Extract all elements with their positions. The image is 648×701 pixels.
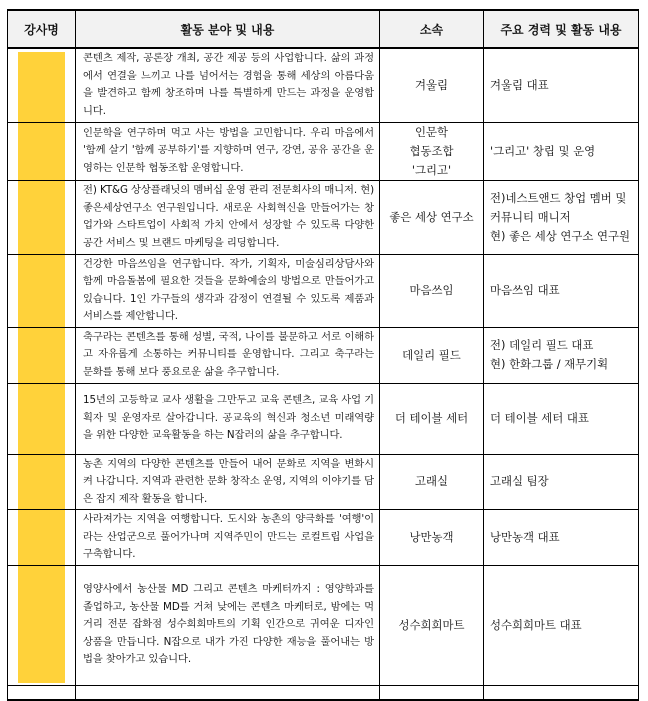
- table-row: [8, 383, 639, 454]
- name-redaction-highlight: [18, 181, 65, 254]
- affiliation-line: '그리고': [411, 162, 452, 177]
- name-redaction-highlight: [18, 123, 65, 180]
- career-line: 현) 한화그룹 / 재무기획: [490, 357, 609, 371]
- name-redaction-highlight: [18, 510, 65, 565]
- activity-description: 사라져가는 지역을 여행합니다. 도시와 농촌의 양극화를 '여행'이라는 산업군으로 풀어가나며 지역주민이 만드는 로컬트립 사업을 구축합니다.: [76, 510, 380, 566]
- affiliation-line: 인문학: [414, 124, 448, 139]
- career-line: 더 테이블 세터 대표: [490, 411, 589, 425]
- career-cell: [484, 180, 639, 254]
- instructor-name-cell: [8, 122, 76, 180]
- table-row: [8, 454, 639, 510]
- table-row: [8, 327, 639, 383]
- affiliation-cell: [380, 180, 484, 254]
- instructor-name-cell: [8, 565, 76, 685]
- affiliation-line: 좋은 세상 연구소: [389, 209, 474, 224]
- header-affiliation: 소속: [380, 10, 484, 48]
- affiliation-cell: [380, 510, 484, 566]
- name-redaction-highlight: [18, 52, 65, 122]
- instructor-name-cell: [8, 510, 76, 566]
- activity-description: 전) KT&G 상상플래닛의 멤버십 운영 관리 전문회사의 매니저. 현) 좋은세상연구소 연구원입니다. 새로운 사회혁신을 만들어가는 창업가와 스타트업이 사회적 가치 안에서 성장할 수 있도록 다양한 공간 서비스 및 브랜드 마케팅을 리딩합니다.: [76, 180, 380, 254]
- affiliation-line: 더 테이블 세터: [394, 411, 469, 425]
- activity-description: 농촌 지역의 다양한 콘텐츠를 만들어 내어 문화로 지역을 변화시켜 나갑니다. 지역과 관련한 문화 창작소 운영, 지역의 이야기를 담은 잡지 제작 활동을 합니다.: [76, 454, 380, 510]
- affiliation-line: 협동조합: [409, 143, 454, 158]
- affiliation-cell: [380, 48, 484, 122]
- career-cell: [484, 454, 639, 510]
- career-cell: [484, 565, 639, 685]
- career-line: 고래실 팀장: [490, 474, 549, 489]
- header-instructor: 강사명: [8, 10, 76, 48]
- instructor-name-cell: [8, 180, 76, 254]
- name-redaction-highlight: [18, 328, 65, 383]
- instructor-name-cell: [8, 254, 76, 327]
- career-cell: [484, 48, 639, 122]
- affiliation-cell: [380, 327, 484, 383]
- table-row: [8, 565, 639, 685]
- career-line: 마음쓰임 대표: [490, 283, 560, 297]
- header-activity: 활동 분야 및 내용: [76, 10, 380, 48]
- affiliation-line: 겨울림: [414, 77, 448, 92]
- table-row: [8, 510, 639, 566]
- career-line: 성수희희마트 대표: [490, 617, 582, 632]
- affiliation-cell: [380, 122, 484, 180]
- name-redaction-highlight: [18, 455, 65, 510]
- activity-description: 인문학을 연구하며 먹고 사는 방법을 고민합니다. 우리 마음에서 '함께 살기 '함께 공부하기'를 지향하며 연구, 강연, 공유 공간을 운영하는 인문학 협동조합 운영합니다.: [76, 122, 380, 180]
- instructor-name-cell: [8, 327, 76, 383]
- affiliation-line: 데일리 필드: [402, 347, 461, 362]
- career-line: 전) 데일리 필드 대표: [490, 338, 594, 352]
- career-line: 현) 좋은 세상 연구소 연구원: [490, 228, 630, 243]
- career-cell: [484, 254, 639, 327]
- instructor-table: [7, 9, 639, 701]
- instructor-name-cell: [8, 383, 76, 454]
- affiliation-line: 고래실: [414, 474, 448, 489]
- table-row: [8, 180, 639, 254]
- career-line: 전)네스트앤드 창업 멤버 및 커뮤니티 매니저: [490, 190, 627, 224]
- name-redaction-highlight: [18, 384, 65, 454]
- activity-description: 영양사에서 농산물 MD 그리고 콘텐츠 마케터까지 : 영양학과를 졸업하고, 농산물 MD를 거쳐 낮에는 콘텐츠 마케터로, 밤에는 먹거리 전문 잡화점 성수희희마트의 기획 인간으로 귀여운 디자인 상품을 만듭니다. N잡으로 내가 가진 다양한 재능을 풀어내는 방법을 찾아가고 있습니다.: [76, 565, 380, 685]
- career-cell: [484, 383, 639, 454]
- career-line: 겨울림 대표: [490, 77, 549, 92]
- empty-cell: [76, 685, 380, 700]
- instructor-name-cell: [8, 48, 76, 122]
- career-line: 낭만농객 대표: [490, 529, 560, 544]
- header-career: 주요 경력 및 활동 내용: [484, 10, 639, 48]
- table-row: [8, 48, 639, 122]
- instructor-name-cell: [8, 454, 76, 510]
- empty-cell: [484, 685, 639, 700]
- affiliation-cell: [380, 565, 484, 685]
- affiliation-line: 성수희희마트: [398, 617, 465, 632]
- career-cell: [484, 122, 639, 180]
- empty-cell: [380, 685, 484, 700]
- affiliation-cell: [380, 454, 484, 510]
- empty-row: [8, 685, 639, 700]
- affiliation-line: 낭만농객: [409, 529, 454, 544]
- activity-description: 건강한 마음쓰임을 연구합니다. 작가, 기획자, 미술심리상담사와 함께 마음돌봄에 필요한 것들을 문화예술의 방법으로 만들어가고 있습니다. 1인 가구들의 생각과 감정이 연결될 수 있도록 제품과 서비스를 제안합니다.: [76, 254, 380, 327]
- career-cell: [484, 510, 639, 566]
- name-redaction-highlight: [18, 255, 65, 327]
- affiliation-line: 마음쓰임: [409, 283, 454, 297]
- table-row: [8, 122, 639, 180]
- career-cell: [484, 327, 639, 383]
- affiliation-cell: [380, 383, 484, 454]
- career-line: '그리고' 창립 및 운영: [490, 143, 596, 158]
- empty-cell: [8, 685, 76, 700]
- activity-description: 축구라는 콘텐츠를 통해 성별, 국적, 나이를 불문하고 서로 이해하고 자유롭게 소통하는 커뮤니티를 운영합니다. 그리고 축구라는 문화를 통해 보다 풍요로운 삶을 추구합니다.: [76, 327, 380, 383]
- activity-description: 15년의 고등학교 교사 생활을 그만두고 교육 콘텐츠, 교육 사업 기획자 및 운영자로 살아갑니다. 공교육의 혁신과 청소년 미래역량을 위한 다양한 교육활동을 하는 N잡러의 삶을 추구합니다.: [76, 383, 380, 454]
- name-redaction-highlight: [18, 566, 65, 683]
- activity-description: 콘텐츠 제작, 공론장 개최, 공간 제공 등의 사업합니다. 삶의 과정에서 연결을 느끼고 나를 넘어서는 경험을 통해 세상의 아름다움을 발견하고 함께 창조하며 나를 특별하게 만드는 과정을 운영합니다.: [76, 48, 380, 122]
- header-row: [8, 10, 639, 48]
- affiliation-cell: [380, 254, 484, 327]
- table-row: [8, 254, 639, 327]
